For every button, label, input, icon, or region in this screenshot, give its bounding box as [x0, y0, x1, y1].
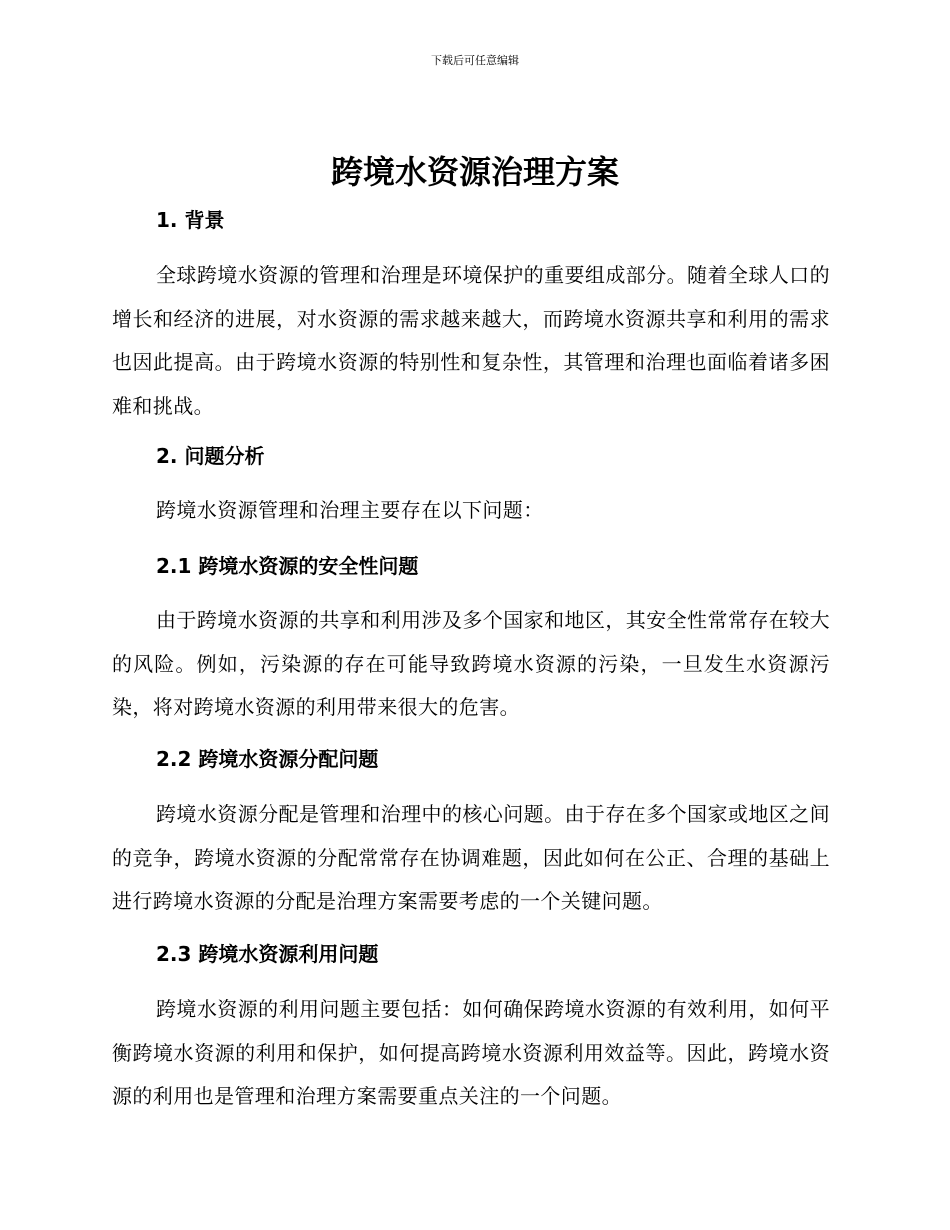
section-heading-background: 1. 背景 — [156, 208, 225, 232]
section-paragraph-utilization: 跨境水资源的利用问题主要包括：如何确保跨境水资源的有效利用，如何平衡跨境水资源的利用和保护，如何提高跨境水资源利用效益等。因此，跨境水资源的利用也是管理和治理方案需要重点关注的一个问题。 — [112, 997, 830, 1108]
document-title: 跨境水资源治理方案 — [330, 153, 619, 191]
section-paragraph-problem-analysis: 跨境水资源管理和治理主要存在以下问题： — [156, 498, 544, 522]
section-paragraph-safety: 由于跨境水资源的共享和利用涉及多个国家和地区，其安全性常常存在较大的风险。例如，污染源的存在可能导致跨境水资源的污染，一旦发生水资源污染，将对跨境水资源的利用带来很大的危害。 — [112, 608, 830, 719]
section-heading-problem-analysis: 2. 问题分析 — [156, 444, 265, 468]
section-heading-utilization: 2.3 跨境水资源利用问题 — [156, 942, 379, 966]
header-note: 下载后可任意编辑 — [431, 54, 519, 67]
section-paragraph-background: 全球跨境水资源的管理和治理是环境保护的重要组成部分。随着全球人口的增长和经济的进展，对水资源的需求越来越大，而跨境水资源共享和利用的需求也因此提高。由于跨境水资源的特别性和复杂性，其管理和治理也面临着诸多困难和挑战。 — [112, 263, 830, 418]
section-heading-safety: 2.1 跨境水资源的安全性问题 — [156, 554, 419, 578]
section-paragraph-allocation: 跨境水资源分配是管理和治理中的核心问题。由于存在多个国家或地区之间的竞争，跨境水资源的分配常常存在协调难题，因此如何在公正、合理的基础上进行跨境水资源的分配是治理方案需要考虑的一个关键问题。 — [112, 802, 830, 913]
section-heading-allocation: 2.2 跨境水资源分配问题 — [156, 747, 379, 771]
